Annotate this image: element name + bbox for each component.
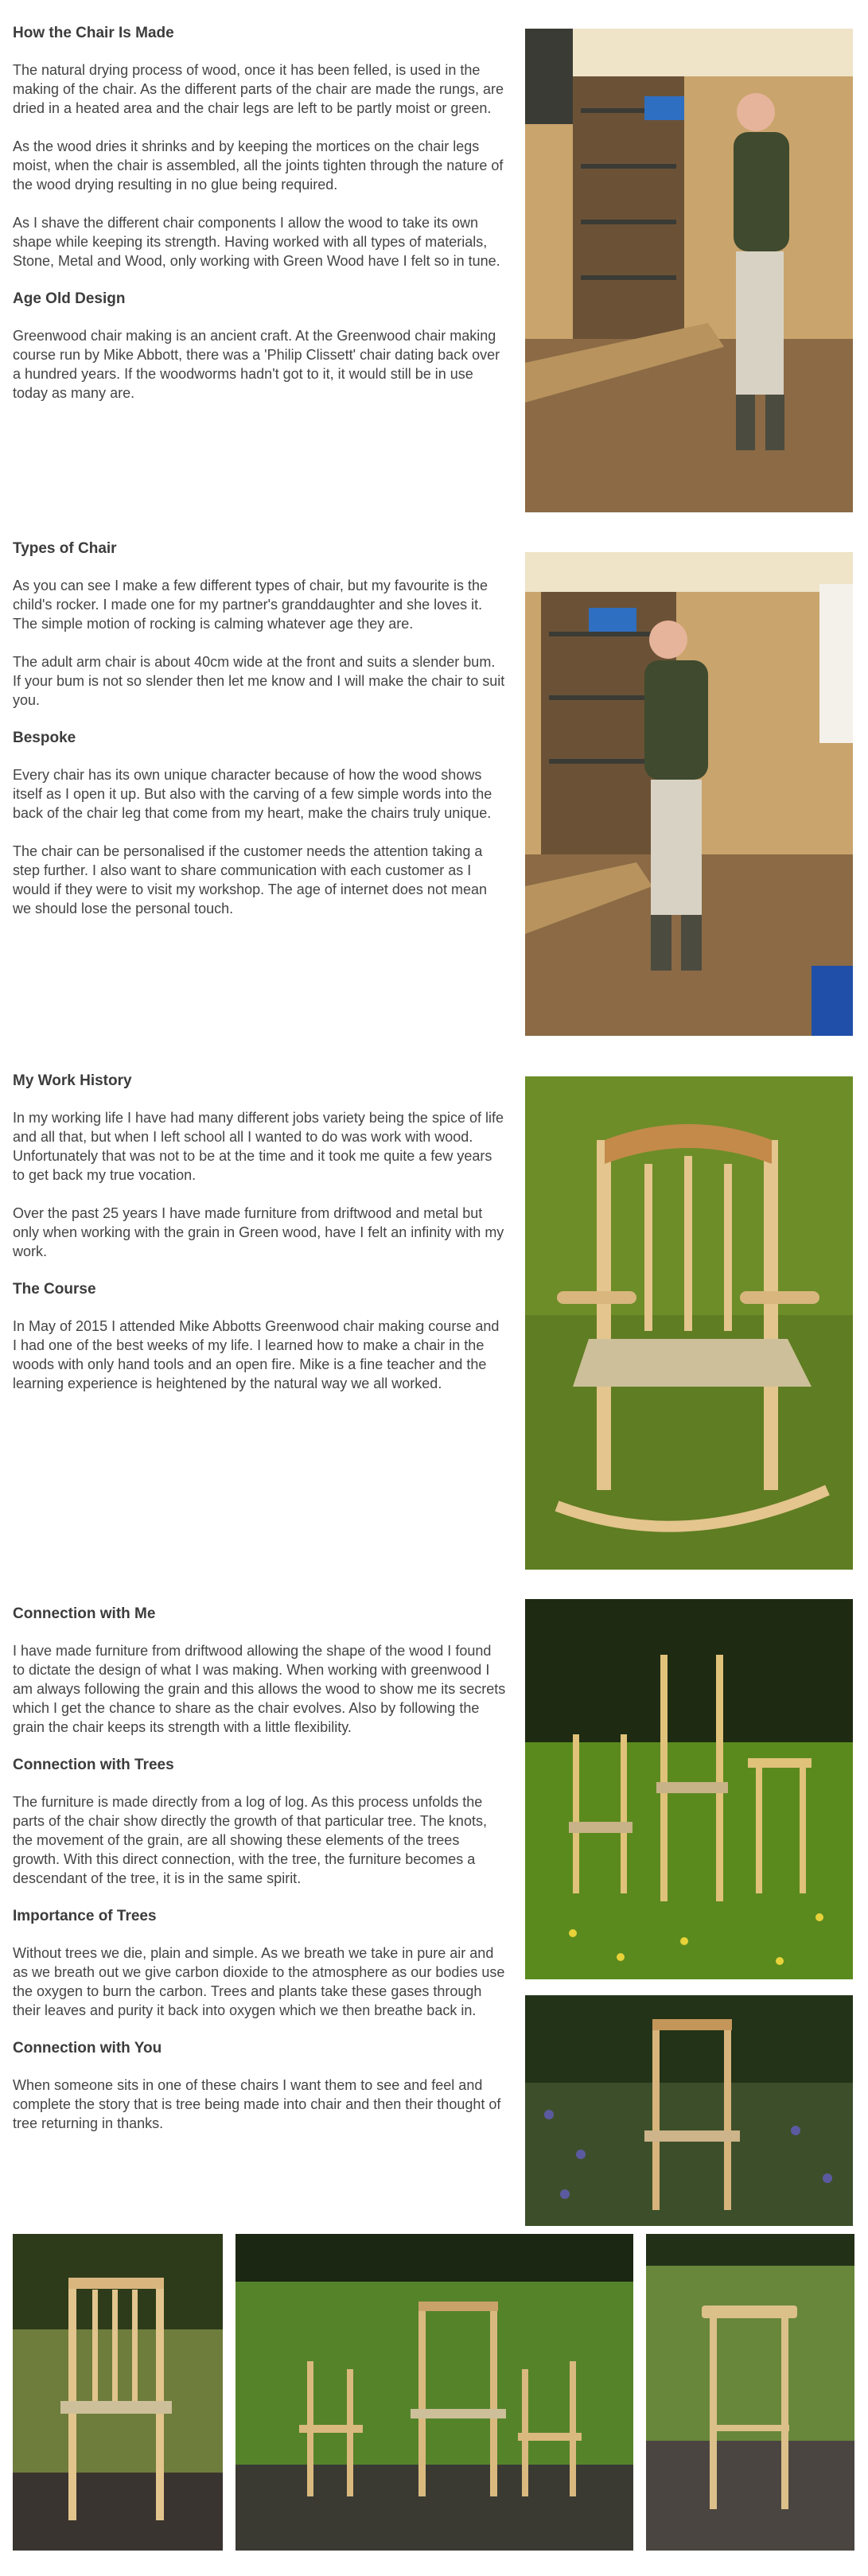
heading-connection-with-me: Connection with Me	[13, 1605, 156, 1622]
tall-chair-photo	[13, 2234, 223, 2551]
section-block-history	[13, 1072, 506, 1412]
section-block-connection	[13, 1605, 506, 2152]
paragraph: The natural drying process of wood, once it has been felled, is used in the making of the chair. As the different parts of the chair are made the rungs, are dried in a heated area and the chair legs are left to be partly moist or green.	[13, 62, 504, 116]
paragraph: As I shave the different chair components I allow the wood to take its own shape while keeping its strength. Having worked with all types of materials, Stone, Metal and Wood, only working with Green Wood have I felt so in tune.	[13, 215, 500, 269]
paragraph: Greenwood chair making is an ancient craft. At the Greenwood chair making course run by Mike Abbott, there was a 'Philip Clissett' chair dating back over a hundred years. If the woodworms hadn't got to it, it would still be in use today as many are.	[13, 328, 500, 401]
section-block-how-made	[13, 24, 506, 422]
paragraph: In my working life I have had many different jobs variety being the spice of life and all that, but when I left school all I wanted to do was work with wood. Unfortunately that was not to be at the time and it took me quite a few years to get back my true vocation.	[13, 1110, 504, 1183]
paragraph: Every chair has its own unique character because of how the wood shows itself as I open it up. But also with the carving of a few simple words into the back of the chair leg that come from my heart, make the chairs truly unique.	[13, 767, 492, 821]
paragraph: The furniture is made directly from a log of log. As this process unfolds the parts of the chair show directly the growth of that particular tree. The knots, the movement of the grain, are all showing these elements of the trees growth. With this direct connection, with the tree, the furniture becomes a descendant of the tree, it is in the same spirit.	[13, 1794, 487, 1886]
paragraph: As you can see I make a few different types of chair, but my favourite is the child's rocker. I made one for my partner's granddaughter and she loves it. The simple motion of rocking is calming whatever age they are.	[13, 578, 488, 632]
paragraph: The chair can be personalised if the customer needs the attention taking a step further. I also want to share communication with each customer as I would if they were to visit my workshop. The age of internet does not mean we should lose the personal touch.	[13, 843, 487, 916]
rocking-chair-photo	[525, 1076, 853, 1570]
three-chairs-meadow-photo	[525, 1599, 853, 1979]
paragraph: I have made furniture from driftwood allowing the shape of the wood I found to dictate the design of what I was making. When working with greenwood I am always following the grain and this allows the wood to show me its secrets which I get the chance to share as the chair evolves. Also by following the grain the chair keeps its strength with a little flexibility.	[13, 1643, 506, 1735]
heading-connection-with-trees: Connection with Trees	[13, 1757, 174, 1773]
chair-group-garden-photo	[235, 2234, 633, 2551]
paragraph: When someone sits in one of these chairs I want them to see and feel and complete the story that is tree being made into chair and then their thought of tree returning in thanks.	[13, 2077, 501, 2131]
section-block-types	[13, 539, 506, 937]
heading-connection-with-you: Connection with You	[13, 2040, 162, 2057]
workshop-photo-2	[525, 552, 853, 1036]
heading-the-course: The Course	[13, 1281, 96, 1298]
heading-types-of-chair: Types of Chair	[13, 540, 117, 557]
paragraph: In May of 2015 I attended Mike Abbotts Greenwood chair making course and I had one of the best weeks of my life. I learned how to make a chair in the woods with only hand tools and an open fire. Mike is a fine teacher and the learning experience is heightened by the natural way we all worked.	[13, 1318, 500, 1391]
heading-bespoke: Bespoke	[13, 730, 76, 746]
heading-importance-of-trees: Importance of Trees	[13, 1908, 157, 1924]
heading-age-old-design: Age Old Design	[13, 290, 126, 307]
paragraph: As the wood dries it shrinks and by keeping the mortices on the chair legs moist, when the chair is assembled, all the joints tighten through the nature of the wood drying resulting in no glue being required.	[13, 138, 504, 193]
paragraph: Over the past 25 years I have made furniture from driftwood and metal but only when working with the grain in Green wood, have I felt an infinity with my work.	[13, 1205, 504, 1259]
chair-bluebells-photo	[525, 1995, 853, 2226]
paragraph: The adult arm chair is about 40cm wide at the front and suits a slender bum. If your bum is not so slender then let me know and I will make the chair to suit you.	[13, 654, 505, 708]
workshop-photo-1	[525, 29, 853, 512]
stool-photo	[646, 2234, 854, 2551]
paragraph: Without trees we die, plain and simple. As we breath we take in pure air and as we breath out we give carbon dioxide to the atmosphere as our bodies use the oxygen to burn the carbon. Trees and plants take these gases through their leaves and purity it back into oxygen which we then breathe back in.	[13, 1945, 505, 2018]
heading-my-work-history: My Work History	[13, 1072, 132, 1089]
heading-how-chair-is-made: How the Chair Is Made	[13, 25, 174, 41]
